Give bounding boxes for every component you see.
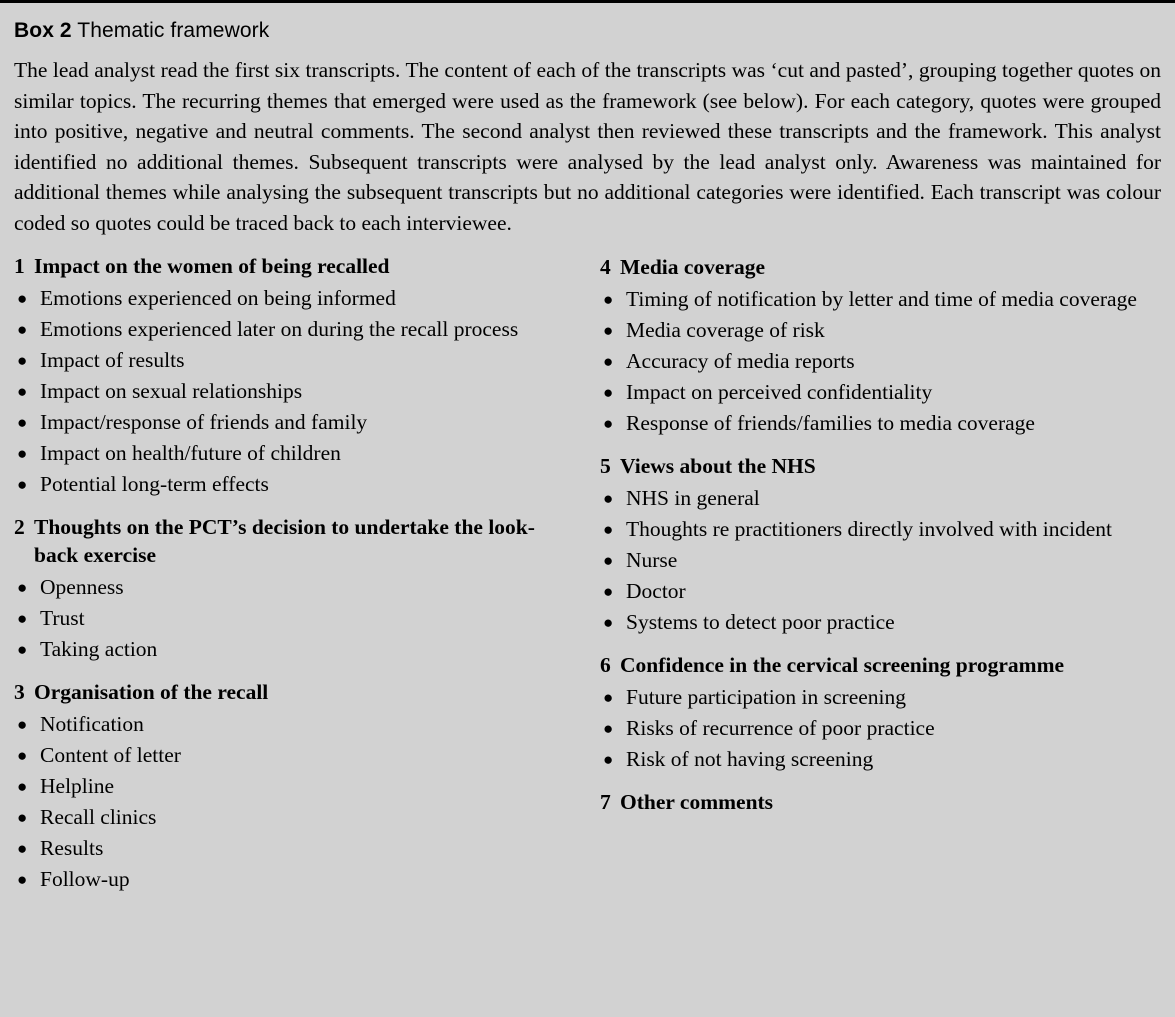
- bullet-icon: ●: [603, 414, 614, 433]
- bullet-icon: ●: [17, 715, 28, 734]
- bullet-icon: ●: [17, 777, 28, 796]
- list-item: [14, 345, 574, 376]
- bullet-icon: ●: [17, 444, 28, 463]
- section-1-list: [14, 283, 574, 500]
- list-item-text: Recall clinics: [40, 805, 157, 829]
- section-6-list: [600, 682, 1160, 775]
- list-item-text: Future participation in screening: [626, 685, 907, 709]
- bullet-icon: ●: [17, 870, 28, 889]
- list-item-text: Trust: [40, 606, 85, 630]
- list-item: [14, 314, 574, 345]
- section-2-heading: [14, 513, 574, 569]
- list-item-text: NHS in general: [626, 486, 760, 510]
- bullet-icon: ●: [603, 520, 614, 539]
- list-item-text: Taking action: [40, 637, 158, 661]
- list-item: [14, 709, 574, 740]
- list-item: [600, 576, 1160, 607]
- list-item-text: Potential long-term effects: [40, 472, 269, 496]
- bullet-icon: ●: [603, 352, 614, 371]
- bullet-icon: ●: [17, 289, 28, 308]
- bullet-icon: ●: [603, 290, 614, 309]
- list-item: [14, 833, 574, 864]
- list-item: [600, 315, 1160, 346]
- list-item: [14, 603, 574, 634]
- section-5-list: [600, 483, 1160, 638]
- list-item-text: Results: [40, 836, 104, 860]
- section-7-title: Other comments: [620, 790, 774, 814]
- list-item: [600, 682, 1160, 713]
- list-item-text: Risk of not having screening: [626, 747, 874, 771]
- list-item-text: Doctor: [626, 579, 686, 603]
- list-item: [600, 483, 1160, 514]
- section-5-title: Views about the NHS: [620, 454, 816, 478]
- list-item: [600, 744, 1160, 775]
- bullet-icon: ●: [17, 808, 28, 827]
- section-5-heading: [600, 452, 1160, 480]
- section-2: [14, 513, 574, 665]
- bullet-icon: ●: [603, 582, 614, 601]
- list-item: [14, 283, 574, 314]
- list-item: [14, 469, 574, 500]
- section-4-title: Media coverage: [620, 255, 766, 279]
- list-item: [600, 514, 1160, 545]
- list-item-text: Content of letter: [40, 743, 181, 767]
- list-item-text: Helpline: [40, 774, 115, 798]
- section-3-title: Organisation of the recall: [34, 680, 269, 704]
- left-column: [14, 252, 574, 908]
- bullet-icon: ●: [603, 688, 614, 707]
- list-item-text: Follow-up: [40, 867, 130, 891]
- section-7-number: 7: [600, 790, 611, 814]
- bullet-icon: ●: [17, 413, 28, 432]
- list-item-text: Impact on health/future of children: [40, 441, 341, 465]
- list-item-text: Nurse: [626, 548, 678, 572]
- list-item-text: Notification: [40, 712, 144, 736]
- list-item: [600, 713, 1160, 744]
- list-item: [14, 740, 574, 771]
- section-2-list: [14, 572, 574, 665]
- section-4: [600, 253, 1160, 439]
- list-item-text: Impact on sexual relationships: [40, 379, 303, 403]
- section-3-number: 3: [14, 680, 25, 704]
- section-5: [600, 452, 1160, 638]
- list-item-text: Systems to detect poor practice: [626, 610, 895, 634]
- bullet-icon: ●: [17, 746, 28, 765]
- list-item-text: Accuracy of media reports: [626, 349, 855, 373]
- section-2-number: 2: [14, 515, 25, 539]
- list-item-text: Impact/response of friends and family: [40, 410, 368, 434]
- list-item: [600, 284, 1160, 315]
- section-7-heading: [600, 788, 1160, 816]
- bullet-icon: ●: [17, 609, 28, 628]
- list-item: [600, 346, 1160, 377]
- section-1: [14, 252, 574, 500]
- right-column: [600, 252, 1160, 829]
- bullet-icon: ●: [603, 489, 614, 508]
- list-item: [600, 377, 1160, 408]
- section-5-number: 5: [600, 454, 611, 478]
- list-item-text: Openness: [40, 575, 124, 599]
- list-item-text: Impact of results: [40, 348, 185, 372]
- list-item-text: Response of friends/families to media coverage: [626, 411, 1035, 435]
- section-3-list: [14, 709, 574, 895]
- list-item-text: Emotions experienced later on during the recall process: [40, 317, 519, 341]
- list-item-text: Timing of notification by letter and time of media coverage: [626, 287, 1137, 311]
- bullet-icon: ●: [17, 839, 28, 858]
- list-item: [600, 545, 1160, 576]
- list-item: [14, 634, 574, 665]
- section-4-heading: [600, 253, 1160, 281]
- section-6-heading: [600, 651, 1160, 679]
- list-item: [14, 376, 574, 407]
- section-2-title: Thoughts on the PCT’s decision to undertake the look-back exercise: [34, 515, 535, 567]
- framework-columns: [14, 252, 1161, 908]
- list-item: [14, 438, 574, 469]
- bullet-icon: ●: [17, 351, 28, 370]
- section-6-title: Confidence in the cervical screening programme: [620, 653, 1065, 677]
- list-item: [14, 864, 574, 895]
- bullet-icon: ●: [603, 719, 614, 738]
- bullet-icon: ●: [17, 578, 28, 597]
- bullet-icon: ●: [603, 750, 614, 769]
- list-item-text: Impact on perceived confidentiality: [626, 380, 933, 404]
- list-item: [14, 802, 574, 833]
- bullet-icon: ●: [603, 383, 614, 402]
- list-item-text: Media coverage of risk: [626, 318, 825, 342]
- intro-paragraph: The lead analyst read the first six transcripts. The content of each of the transcripts was ‘cut and pasted’, grouping together quotes on similar topics. The recurring themes that emerged were used as the framework (see below). For each category, quotes were grouped into positive, negative and neutral comments. The second analyst then reviewed these transcripts and the framework. This analyst identified no additional themes. Subsequent transcripts were analysed by the lead analyst only. Awareness was maintained for additional themes while analysing the subsequent transcripts but no additional categories were identified. Each transcript was colour coded so quotes could be traced back to each interviewee.: [14, 58, 1161, 235]
- bullet-icon: ●: [17, 640, 28, 659]
- section-3-heading: [14, 678, 574, 706]
- bullet-icon: ●: [17, 382, 28, 401]
- list-item: [14, 572, 574, 603]
- section-1-heading: [14, 252, 574, 280]
- bullet-icon: ●: [603, 613, 614, 632]
- list-item: [14, 407, 574, 438]
- bullet-icon: ●: [17, 320, 28, 339]
- box-top-rule: [0, 0, 1175, 3]
- list-item-text: Risks of recurrence of poor practice: [626, 716, 935, 740]
- box-label: Box 2: [14, 19, 72, 42]
- section-4-number: 4: [600, 255, 611, 279]
- list-item: [600, 607, 1160, 638]
- box-title-text: Thematic framework: [77, 19, 270, 42]
- box-title: [14, 16, 1161, 45]
- section-3: [14, 678, 574, 895]
- list-item: [600, 408, 1160, 439]
- bullet-icon: ●: [17, 475, 28, 494]
- section-1-title: Impact on the women of being recalled: [34, 254, 390, 278]
- list-item-text: Emotions experienced on being informed: [40, 286, 396, 310]
- section-6-number: 6: [600, 653, 611, 677]
- section-1-number: 1: [14, 254, 25, 278]
- list-item-text: Thoughts re practitioners directly involved with incident: [626, 517, 1113, 541]
- section-4-list: [600, 284, 1160, 439]
- section-6: [600, 651, 1160, 775]
- list-item: [14, 771, 574, 802]
- bullet-icon: ●: [603, 321, 614, 340]
- bullet-icon: ●: [603, 551, 614, 570]
- section-7: [600, 788, 1160, 816]
